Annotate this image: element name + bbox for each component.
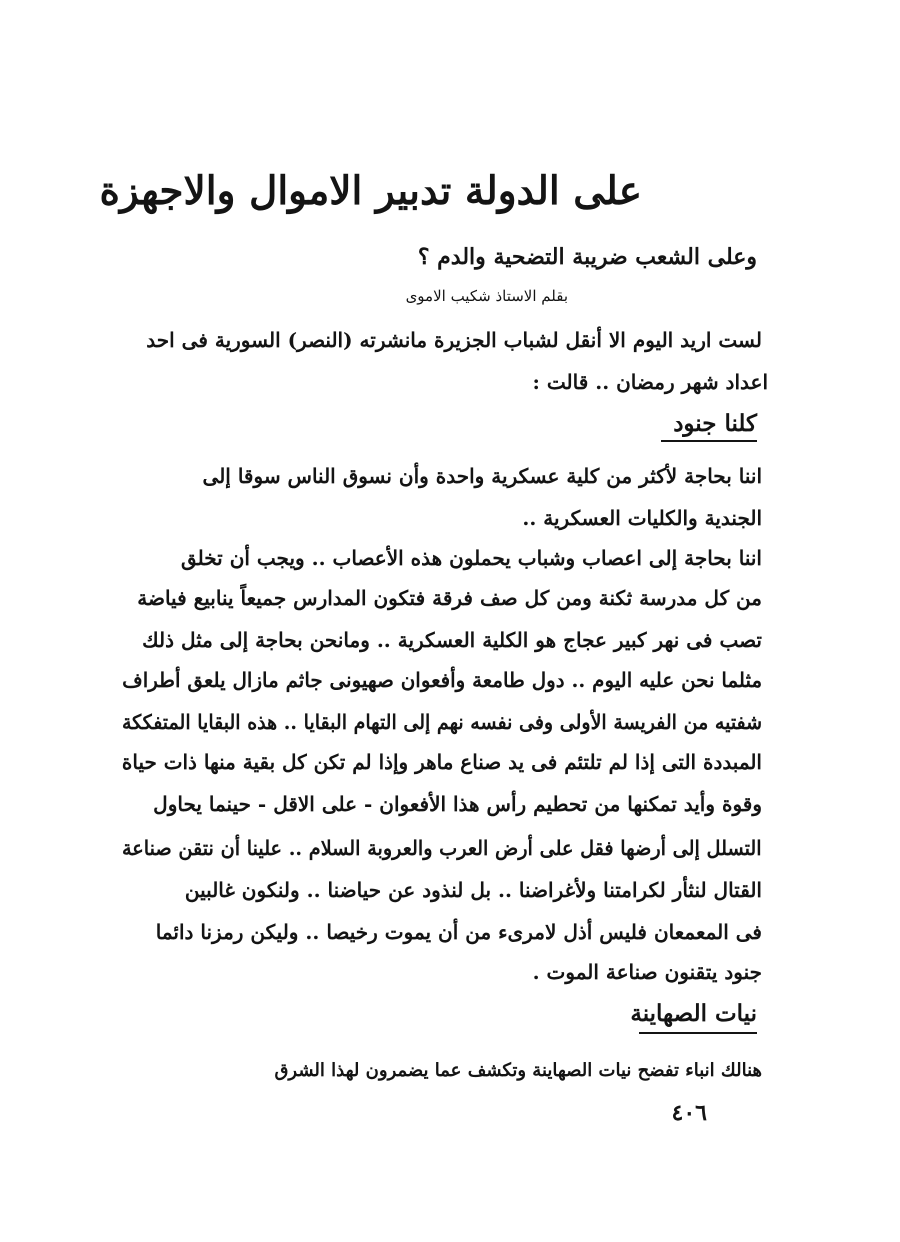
intro-line: اعداد شهر رمضان .. قالت :	[532, 370, 768, 394]
body-line: التسلل إلى أرضها فقل على أرض العرب والعروبة السلام .. علينا أن نتقن صناعة	[122, 836, 762, 860]
body-line: هنالك انباء تفضح نيات الصهاينة وتكشف عما يضمرون لهذا الشرق	[274, 1060, 762, 1081]
body-line: فى المعمعان فليس أذل لامرىء من أن يموت رخيصا .. وليكن رمزنا دائما	[155, 920, 762, 944]
intro-line: لست اريد اليوم الا أنقل لشباب الجزيرة مانشرته (النصر) السورية فى احد	[146, 328, 762, 352]
body-line: القتال لنثأر لكرامتنا ولأغراضنا .. بل لنذود عن حياضنا .. ولنكون غالبين	[184, 878, 762, 902]
section-heading: كلنا جنود	[673, 410, 757, 437]
page-number: ٤٠٦	[671, 1100, 707, 1126]
section-heading: نيات الصهاينة	[630, 1000, 757, 1027]
body-line: اننا بحاجة لأكثر من كلية عسكرية واحدة وأن نسوق الناس سوقا إلى	[202, 464, 762, 488]
body-line: اننا بحاجة إلى اعصاب وشباب يحملون هذه الأعصاب .. ويجب أن تخلق	[180, 546, 762, 570]
heading-underline	[639, 1032, 757, 1034]
body-line: مثلما نحن عليه اليوم .. دول طامعة وأفعوان صهيونى جاثم مازال يلعق أطراف	[122, 668, 762, 692]
body-line: الجندية والكليات العسكرية ..	[522, 506, 762, 530]
body-line: جنود يتقنون صناعة الموت .	[532, 960, 762, 984]
heading-underline	[661, 440, 757, 442]
body-line: تصب فى نهر كبير عجاج هو الكلية العسكرية .. ومانحن بحاجة إلى مثل ذلك	[142, 628, 762, 652]
body-line: من كل مدرسة ثكنة ومن كل صف فرقة فتكون المدارس جميعاً ينابيع فياضة	[137, 586, 762, 610]
body-line: شفتيه من الفريسة الأولى وفى نفسه نهم إلى التهام البقايا .. هذه البقايا المتفككة	[121, 710, 762, 734]
body-line: وقوة وأيد تمكنها من تحطيم رأس هذا الأفعوان - على الاقل - حينما يحاول	[153, 792, 762, 816]
article-subtitle: وعلى الشعب ضريبة التضحية والدم ؟	[417, 244, 757, 270]
article-title: على الدولة تدبير الاموال والاجهزة	[99, 168, 642, 214]
author-byline: بقلم الاستاذ شكيب الاموى	[405, 287, 568, 305]
body-line: المبددة التى إذا لم تلتئم فى يد صناع ماهر وإذا لم تكن كل بقية منها ذات حياة	[121, 750, 762, 774]
